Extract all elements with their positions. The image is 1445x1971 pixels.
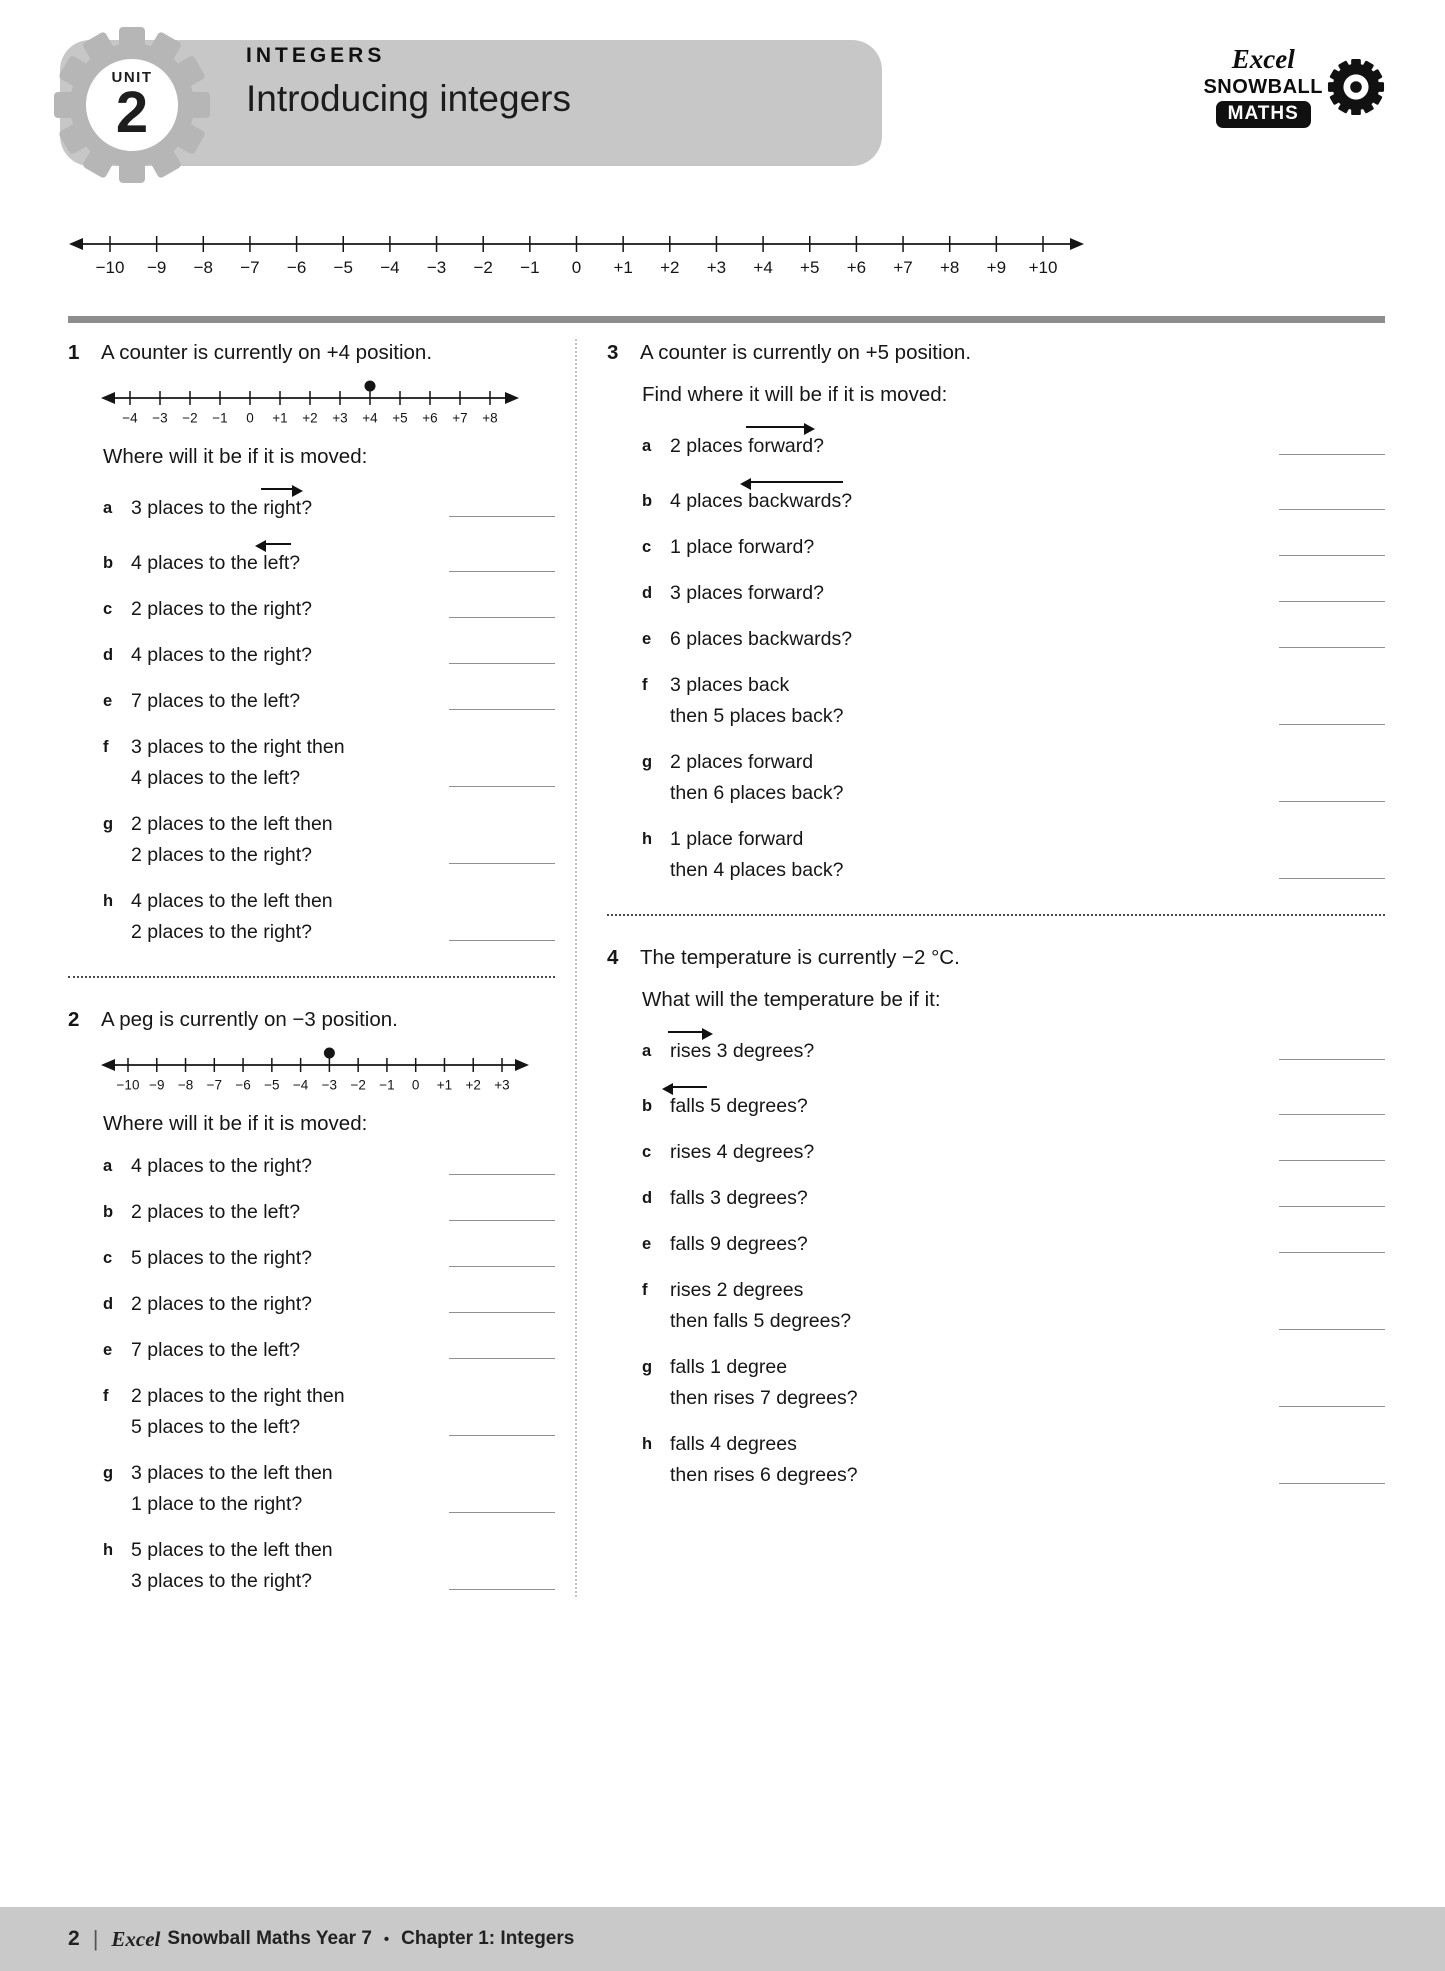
item-text bbox=[670, 431, 1273, 462]
item-text-line: 3 places to the right ? bbox=[131, 493, 443, 524]
item-letter: f bbox=[642, 1281, 648, 1299]
svg-text:+1: +1 bbox=[272, 410, 288, 426]
item-text bbox=[131, 732, 443, 794]
item-text-line: then 4 places back? bbox=[670, 859, 844, 881]
item-letter: g bbox=[642, 753, 653, 771]
arrowed-word: right bbox=[263, 497, 301, 519]
question-2-number-line bbox=[100, 1045, 530, 1095]
answer-line[interactable] bbox=[449, 1312, 555, 1313]
svg-text:−4: −4 bbox=[292, 1077, 309, 1093]
item-letter: d bbox=[103, 1295, 114, 1313]
question-4-item-h bbox=[642, 1429, 1385, 1491]
answer-line[interactable] bbox=[1279, 1252, 1385, 1253]
item-letter: h bbox=[642, 830, 653, 848]
question-2-item-c bbox=[103, 1243, 555, 1274]
question-3-item-c bbox=[642, 532, 1385, 563]
answer-line[interactable] bbox=[449, 786, 555, 787]
item-text-line: 4 places to the left ? bbox=[131, 548, 443, 579]
question-2-items bbox=[68, 1151, 555, 1597]
item-text bbox=[670, 1036, 1273, 1067]
item-text-line: then 5 places back? bbox=[670, 705, 844, 727]
brand-maths-label: MATHS bbox=[1216, 101, 1311, 128]
svg-text:+1: +1 bbox=[436, 1077, 453, 1093]
question-1-item-a bbox=[103, 493, 555, 524]
answer-line[interactable] bbox=[449, 709, 555, 710]
item-text bbox=[670, 1091, 1273, 1122]
item-letter: d bbox=[642, 1189, 653, 1207]
item-text bbox=[670, 578, 1273, 609]
item-text bbox=[670, 1352, 1273, 1414]
question-4-item-b bbox=[642, 1091, 1385, 1122]
question-2 bbox=[68, 1006, 555, 1597]
svg-text:−5: −5 bbox=[264, 1077, 280, 1093]
unit-number: 2 bbox=[115, 79, 149, 145]
answer-line[interactable] bbox=[1279, 454, 1385, 455]
item-letter: a bbox=[642, 437, 652, 455]
answer-line[interactable] bbox=[449, 617, 555, 618]
question-2-item-e bbox=[103, 1335, 555, 1366]
footer-chapter: Chapter 1: Integers bbox=[401, 1928, 575, 1949]
item-letter: h bbox=[103, 1541, 114, 1559]
svg-text:+9: +9 bbox=[986, 258, 1007, 277]
question-subprompt: Where will it be if it is moved: bbox=[103, 1112, 368, 1135]
svg-text:−3: −3 bbox=[321, 1077, 338, 1093]
item-text-line: 4 places to the right? bbox=[131, 1155, 313, 1177]
item-text-line: 2 places to the left then bbox=[131, 813, 333, 835]
question-1-item-e bbox=[103, 686, 555, 717]
item-text bbox=[131, 1458, 443, 1520]
item-letter: b bbox=[103, 554, 114, 572]
question-prompt: A peg is currently on −3 position. bbox=[101, 1008, 398, 1031]
svg-text:+2: +2 bbox=[660, 258, 680, 277]
question-1 bbox=[68, 339, 555, 948]
item-text bbox=[670, 747, 1273, 809]
svg-text:0: 0 bbox=[246, 410, 254, 426]
answer-line[interactable] bbox=[1279, 724, 1385, 725]
item-text bbox=[131, 1535, 443, 1597]
question-1-number-line bbox=[100, 378, 520, 428]
question-subprompt: Where will it be if it is moved: bbox=[103, 445, 368, 468]
svg-text:+3: +3 bbox=[332, 410, 348, 426]
item-letter: d bbox=[642, 584, 653, 602]
svg-text:−3: −3 bbox=[426, 258, 447, 277]
item-text-line: 5 places to the left then bbox=[131, 1539, 333, 1561]
arrowed-word: falls bbox=[670, 1095, 705, 1117]
svg-text:−3: −3 bbox=[152, 410, 168, 426]
item-text-line: then rises 6 degrees? bbox=[670, 1464, 858, 1486]
question-header bbox=[68, 339, 555, 366]
svg-text:+7: +7 bbox=[893, 258, 913, 277]
answer-line[interactable] bbox=[1279, 555, 1385, 556]
item-letter: b bbox=[103, 1203, 114, 1221]
svg-text:+4: +4 bbox=[753, 258, 773, 277]
question-3-items bbox=[607, 431, 1385, 886]
item-text bbox=[670, 1137, 1273, 1168]
question-4-item-g bbox=[642, 1352, 1385, 1414]
worksheet-content bbox=[68, 230, 1385, 1597]
svg-text:+5: +5 bbox=[392, 410, 408, 426]
question-1-item-b bbox=[103, 548, 555, 579]
question-2-item-d bbox=[103, 1289, 555, 1320]
answer-line[interactable] bbox=[1279, 1160, 1385, 1161]
item-letter: e bbox=[642, 1235, 652, 1253]
svg-text:−2: −2 bbox=[350, 1077, 366, 1093]
item-text bbox=[131, 1151, 443, 1182]
column-divider bbox=[575, 339, 577, 1597]
left-arrow-icon bbox=[265, 543, 291, 545]
item-text bbox=[131, 809, 443, 871]
item-text bbox=[670, 624, 1273, 655]
left-arrow-icon bbox=[750, 481, 843, 483]
item-letter: e bbox=[103, 692, 113, 710]
arrowed-word: left bbox=[263, 552, 289, 574]
item-text bbox=[131, 1289, 443, 1320]
item-text-line: 1 place forward? bbox=[670, 536, 815, 558]
item-letter: c bbox=[642, 1143, 652, 1161]
svg-text:+10: +10 bbox=[1028, 258, 1058, 277]
item-text-line: 2 places forward ? bbox=[670, 431, 1273, 462]
svg-text:−4: −4 bbox=[122, 410, 138, 426]
answer-line[interactable] bbox=[449, 1435, 555, 1436]
unit-label: UNIT bbox=[111, 68, 153, 86]
question-number: 1 bbox=[68, 341, 80, 364]
question-4-item-c bbox=[642, 1137, 1385, 1168]
answer-line[interactable] bbox=[1279, 878, 1385, 879]
question-subprompt: Find where it will be if it is moved: bbox=[642, 383, 948, 406]
item-text bbox=[670, 1183, 1273, 1214]
answer-line[interactable] bbox=[449, 1589, 555, 1590]
item-letter: g bbox=[642, 1358, 653, 1376]
item-text-line: 5 places to the right? bbox=[131, 1247, 313, 1269]
question-header bbox=[607, 944, 1385, 971]
question-2-item-h bbox=[103, 1535, 555, 1597]
svg-text:−7: −7 bbox=[240, 258, 260, 277]
item-text-line: 5 places to the left? bbox=[131, 1416, 301, 1438]
question-2-item-g bbox=[103, 1458, 555, 1520]
item-text-line: then rises 7 degrees? bbox=[670, 1387, 858, 1409]
item-text-line: 2 places to the left? bbox=[131, 1201, 301, 1223]
item-text-line: rises 4 degrees? bbox=[670, 1141, 815, 1163]
question-1-item-h bbox=[103, 886, 555, 948]
question-prompt: A counter is currently on +5 position. bbox=[640, 341, 972, 364]
item-text-line: 3 places forward? bbox=[670, 582, 824, 604]
unit-badge-text bbox=[52, 25, 212, 185]
svg-text:+1: +1 bbox=[613, 258, 633, 277]
item-text-line: 4 places to the right? bbox=[131, 644, 313, 666]
item-text-line: 2 places to the right? bbox=[131, 598, 313, 620]
question-number: 3 bbox=[607, 341, 619, 364]
answer-line[interactable] bbox=[1279, 1059, 1385, 1060]
item-letter: f bbox=[103, 738, 109, 756]
svg-text:+6: +6 bbox=[422, 410, 438, 426]
question-3-item-b bbox=[642, 486, 1385, 517]
page-title: Introducing integers bbox=[246, 78, 571, 119]
item-text-line: 2 places to the right then bbox=[131, 1385, 345, 1407]
item-text-line: 2 places to the right? bbox=[131, 921, 313, 943]
svg-text:+2: +2 bbox=[302, 410, 318, 426]
question-number: 4 bbox=[607, 946, 619, 969]
answer-line[interactable] bbox=[1279, 509, 1385, 510]
item-text bbox=[670, 1429, 1273, 1491]
item-text-line: rises 3 degrees? bbox=[670, 1036, 1273, 1067]
svg-text:0: 0 bbox=[411, 1077, 420, 1093]
item-letter: g bbox=[103, 815, 114, 833]
dotted-divider bbox=[607, 914, 1385, 916]
dotted-divider bbox=[68, 976, 555, 978]
svg-text:−1: −1 bbox=[212, 410, 228, 426]
svg-text:−9: −9 bbox=[149, 1077, 165, 1093]
svg-text:0: 0 bbox=[571, 258, 582, 277]
item-text-line: 6 places backwards? bbox=[670, 628, 853, 650]
answer-line[interactable] bbox=[449, 1174, 555, 1175]
question-3-item-a bbox=[642, 431, 1385, 462]
question-1-item-g bbox=[103, 809, 555, 871]
question-4-item-e bbox=[642, 1229, 1385, 1260]
chapter-eyebrow: INTEGERS bbox=[246, 44, 386, 67]
item-text bbox=[131, 493, 443, 524]
item-text-line: 1 place to the right? bbox=[131, 1493, 303, 1515]
question-3 bbox=[607, 339, 1385, 886]
footer bbox=[0, 1907, 1445, 1971]
item-letter: h bbox=[642, 1435, 653, 1453]
item-letter: a bbox=[642, 1042, 652, 1060]
question-1-item-c bbox=[103, 594, 555, 625]
svg-text:−7: −7 bbox=[206, 1077, 223, 1093]
item-text bbox=[131, 640, 443, 671]
item-text-line: falls 5 degrees? bbox=[670, 1091, 1273, 1122]
right-column bbox=[607, 339, 1385, 1597]
question-number: 2 bbox=[68, 1008, 80, 1031]
footer-bullet-icon: • bbox=[383, 1930, 390, 1948]
item-text bbox=[131, 1335, 443, 1366]
question-4-item-a bbox=[642, 1036, 1385, 1067]
header-titles bbox=[246, 44, 571, 120]
question-1-items bbox=[68, 493, 555, 948]
item-text bbox=[131, 594, 443, 625]
section-divider-bar bbox=[68, 316, 1385, 323]
answer-line[interactable] bbox=[1279, 1114, 1385, 1115]
item-text bbox=[131, 1243, 443, 1274]
answer-line[interactable] bbox=[449, 1512, 555, 1513]
svg-text:−2: −2 bbox=[182, 410, 198, 426]
answer-line[interactable] bbox=[449, 1266, 555, 1267]
arrowed-word: forward bbox=[748, 435, 813, 457]
item-text-line: 7 places to the left? bbox=[131, 690, 301, 712]
answer-line[interactable] bbox=[1279, 1206, 1385, 1207]
item-letter: f bbox=[642, 676, 648, 694]
item-text-line: 2 places forward bbox=[670, 751, 814, 773]
svg-text:−8: −8 bbox=[193, 258, 213, 277]
footer-separator: | bbox=[92, 1926, 99, 1951]
header bbox=[68, 0, 1385, 212]
brand-text bbox=[1203, 46, 1323, 128]
item-text bbox=[670, 532, 1273, 563]
item-text bbox=[131, 686, 443, 717]
svg-text:−6: −6 bbox=[286, 258, 307, 277]
item-text bbox=[670, 486, 1273, 517]
item-text-line: 2 places to the right? bbox=[131, 844, 313, 866]
svg-text:−5: −5 bbox=[333, 258, 353, 277]
item-letter: a bbox=[103, 1157, 113, 1175]
svg-text:−9: −9 bbox=[146, 258, 167, 277]
item-text-line: 3 places to the right then bbox=[131, 736, 345, 758]
question-header bbox=[68, 1006, 555, 1033]
svg-text:+3: +3 bbox=[706, 258, 727, 277]
brand-snowball-label: SNOWBALL bbox=[1203, 76, 1323, 98]
item-text-line: 3 places back bbox=[670, 674, 790, 696]
item-letter: h bbox=[103, 892, 114, 910]
item-text-line: 4 places to the left? bbox=[131, 767, 301, 789]
main-number-line bbox=[68, 230, 1085, 282]
item-text-line: 1 place forward bbox=[670, 828, 804, 850]
right-arrow-icon bbox=[261, 488, 293, 490]
answer-line[interactable] bbox=[1279, 1406, 1385, 1407]
item-text bbox=[131, 548, 443, 579]
question-1-item-d bbox=[103, 640, 555, 671]
question-3-item-h bbox=[642, 824, 1385, 886]
question-4-items bbox=[607, 1036, 1385, 1491]
answer-line[interactable] bbox=[449, 1358, 555, 1359]
arrowed-word: backwards bbox=[748, 490, 841, 512]
item-text-line: falls 9 degrees? bbox=[670, 1233, 808, 1255]
question-subprompt: What will the temperature be if it: bbox=[642, 988, 941, 1011]
svg-text:+8: +8 bbox=[482, 410, 498, 426]
answer-line[interactable] bbox=[1279, 647, 1385, 648]
svg-text:+8: +8 bbox=[940, 258, 960, 277]
item-letter: a bbox=[103, 499, 113, 517]
answer-line[interactable] bbox=[449, 571, 555, 572]
answer-line[interactable] bbox=[1279, 801, 1385, 802]
question-3-item-g bbox=[642, 747, 1385, 809]
item-letter: b bbox=[642, 492, 653, 510]
left-arrow-icon bbox=[672, 1086, 707, 1088]
svg-text:+4: +4 bbox=[362, 410, 378, 426]
item-text-line: 7 places to the left? bbox=[131, 1339, 301, 1361]
right-arrow-icon bbox=[746, 426, 805, 428]
answer-line[interactable] bbox=[449, 663, 555, 664]
item-text-line: rises 2 degrees bbox=[670, 1279, 804, 1301]
item-text bbox=[670, 1275, 1273, 1337]
svg-text:−8: −8 bbox=[177, 1077, 194, 1093]
item-text-line: 3 places to the right? bbox=[131, 1570, 313, 1592]
question-header bbox=[607, 339, 1385, 366]
footer-page-number: 2 bbox=[68, 1927, 80, 1950]
question-3-item-d bbox=[642, 578, 1385, 609]
right-arrow-icon bbox=[668, 1031, 703, 1033]
svg-text:+2: +2 bbox=[465, 1077, 481, 1093]
question-4 bbox=[607, 944, 1385, 1491]
question-3-item-f bbox=[642, 670, 1385, 732]
answer-line[interactable] bbox=[1279, 1483, 1385, 1484]
item-letter: c bbox=[103, 600, 113, 618]
question-columns bbox=[68, 339, 1385, 1597]
question-4-item-f bbox=[642, 1275, 1385, 1337]
item-text-line: falls 1 degree bbox=[670, 1356, 788, 1378]
svg-text:+6: +6 bbox=[846, 258, 867, 277]
item-letter: d bbox=[103, 646, 114, 664]
answer-line[interactable] bbox=[449, 940, 555, 941]
answer-line[interactable] bbox=[1279, 601, 1385, 602]
item-text-line: falls 4 degrees bbox=[670, 1433, 797, 1455]
item-text-line: 2 places to the right? bbox=[131, 1293, 313, 1315]
answer-line[interactable] bbox=[449, 863, 555, 864]
unit-gear-badge bbox=[52, 25, 212, 185]
question-1-item-f bbox=[103, 732, 555, 794]
item-text-line: then falls 5 degrees? bbox=[670, 1310, 852, 1332]
svg-text:−1: −1 bbox=[379, 1077, 395, 1093]
item-text bbox=[670, 670, 1273, 732]
item-letter: g bbox=[103, 1464, 114, 1482]
item-letter: b bbox=[642, 1097, 653, 1115]
svg-text:−1: −1 bbox=[520, 258, 540, 277]
item-text bbox=[131, 1381, 443, 1443]
question-2-item-a bbox=[103, 1151, 555, 1182]
item-text-line: falls 3 degrees? bbox=[670, 1187, 808, 1209]
item-letter: c bbox=[103, 1249, 113, 1267]
question-2-item-f bbox=[103, 1381, 555, 1443]
item-text bbox=[131, 1197, 443, 1228]
svg-text:−10: −10 bbox=[95, 258, 125, 277]
answer-line[interactable] bbox=[449, 516, 555, 517]
item-letter: e bbox=[103, 1341, 113, 1359]
item-text-line: 3 places to the left then bbox=[131, 1462, 333, 1484]
svg-text:−10: −10 bbox=[116, 1077, 140, 1093]
item-text-line: 4 places backwards ? bbox=[670, 486, 1273, 517]
item-text bbox=[670, 1229, 1273, 1260]
item-text bbox=[131, 886, 443, 948]
item-text bbox=[670, 824, 1273, 886]
item-letter: c bbox=[642, 538, 652, 556]
item-text-line: 4 places to the left then bbox=[131, 890, 333, 912]
svg-text:+5: +5 bbox=[800, 258, 820, 277]
item-text-line: then 6 places back? bbox=[670, 782, 844, 804]
footer-series: Snowball Maths Year 7 bbox=[167, 1928, 372, 1949]
answer-line[interactable] bbox=[1279, 1329, 1385, 1330]
svg-text:−6: −6 bbox=[235, 1077, 251, 1093]
brand-gear-icon bbox=[1327, 58, 1385, 116]
svg-text:−4: −4 bbox=[380, 258, 400, 277]
answer-line[interactable] bbox=[449, 1220, 555, 1221]
question-3-item-e bbox=[642, 624, 1385, 655]
svg-text:+3: +3 bbox=[494, 1077, 510, 1093]
item-letter: f bbox=[103, 1387, 109, 1405]
question-prompt: A counter is currently on +4 position. bbox=[101, 341, 433, 364]
brand-excel-label: Excel bbox=[1231, 44, 1295, 74]
svg-text:+7: +7 bbox=[452, 410, 468, 426]
item-letter: e bbox=[642, 630, 652, 648]
svg-text:−2: −2 bbox=[473, 258, 493, 277]
question-4-item-d bbox=[642, 1183, 1385, 1214]
arrowed-word: rises bbox=[670, 1040, 711, 1062]
question-2-item-b bbox=[103, 1197, 555, 1228]
question-prompt: The temperature is currently −2 °C. bbox=[640, 946, 960, 969]
footer-brand: Excel bbox=[111, 1926, 161, 1951]
brand-logo bbox=[1203, 46, 1385, 128]
left-column bbox=[68, 339, 555, 1597]
